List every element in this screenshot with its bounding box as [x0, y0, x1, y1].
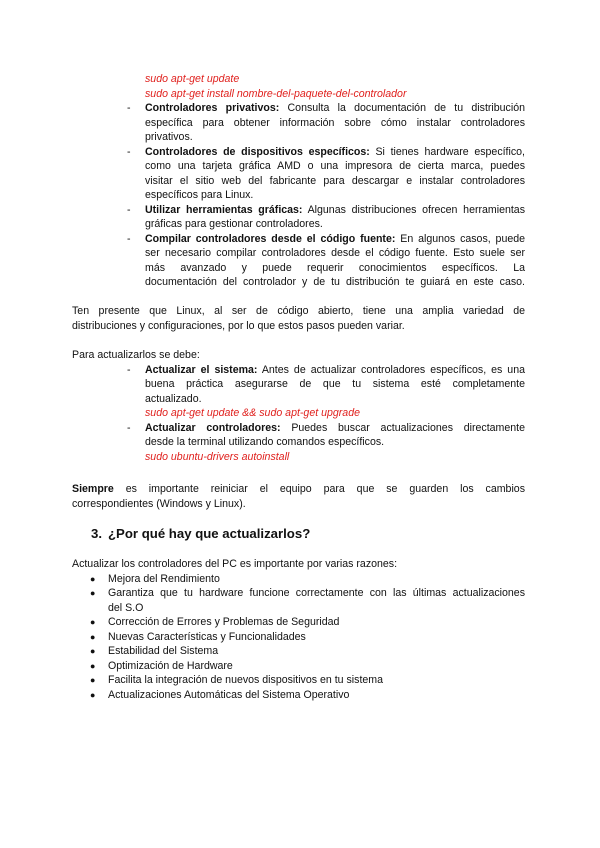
bullet-icon: ●	[90, 573, 96, 584]
section-heading: ¿Por qué hay que actualizarlos?	[108, 526, 311, 541]
bullet-icon: ●	[90, 631, 96, 642]
note-paragraph-line: distribuciones y configuraciones, por lo que estos pasos pueden variar.	[72, 319, 405, 332]
bullet-icon: ●	[90, 660, 96, 671]
reason-item: Nuevas Características y Funcionalidades	[108, 630, 306, 643]
list-item-line: ser necesario compilar controladores desde el código fuente. Esto suele ser	[145, 247, 525, 259]
bullet-icon: ●	[90, 646, 96, 656]
list-item-line: actualizado.	[145, 392, 202, 405]
restart-paragraph-line: Siempre es importante reiniciar el equipo para que se guarden los cambios	[72, 483, 525, 495]
list-item-line: documentación del controlador y de tu distribución te guiará en este caso.	[145, 276, 525, 288]
dash-bullet: -	[127, 232, 131, 245]
list-item-line: visitar el sitio web del fabricante para descargar e instalar controladores	[145, 174, 525, 187]
list-item-line: Controladores de dispositivos específicos: Si tienes hardware específico,	[145, 145, 525, 158]
section-number: 3.	[91, 526, 102, 541]
list-item-line: específica para obtener información sobre cómo instalar controladores	[145, 116, 525, 129]
restart-emphasis: Siempre	[72, 483, 114, 495]
list-item-line: Utilizar herramientas gráficas: Algunas distribuciones ofrecen herramientas	[145, 203, 525, 216]
restart-paragraph-line: correspondientes (Windows y Linux).	[72, 497, 246, 510]
list-item-title: Controladores de dispositivos específicos:	[145, 145, 370, 158]
command-apt-install: sudo apt-get install nombre-del-paquete-del-controlador	[145, 87, 407, 100]
list-item-line: Compilar controladores desde el código fuente: En algunos casos, puede	[145, 232, 526, 245]
update-intro: Para actualizarlos se debe:	[72, 349, 200, 361]
list-item-line: desde la terminal utilizando comandos específicos.	[145, 436, 385, 448]
bullet-icon: ●	[90, 617, 96, 627]
reason-item: Mejora del Rendimiento	[108, 572, 220, 585]
list-item-line: más avanzado y puede requerir conocimientos específicos. La	[145, 261, 525, 274]
dash-bullet: -	[127, 102, 131, 114]
reasons-intro: Actualizar los controladores del PC es importante por varias razones:	[72, 558, 398, 570]
list-item-title: Utilizar herramientas gráficas:	[145, 203, 303, 216]
reason-item: Optimización de Hardware	[108, 659, 233, 672]
command-upgrade: sudo apt-get update && sudo apt-get upgrade	[145, 407, 360, 419]
list-item-title: Controladores privativos:	[145, 102, 280, 114]
reason-item: Corrección de Errores y Problemas de Seguridad	[108, 616, 340, 628]
command-ubuntu-drivers: sudo ubuntu-drivers autoinstall	[145, 450, 290, 463]
list-item-line: Actualizar controladores: Puedes buscar actualizaciones directamente	[145, 421, 525, 434]
reason-item: Facilita la integración de nuevos dispositivos en tu sistema	[108, 674, 383, 686]
list-item-line: como una tarjeta gráfica AMD o una impresora de cierta marca, puedes	[145, 160, 525, 172]
bullet-icon: ●	[90, 675, 96, 685]
dash-bullet: -	[127, 145, 131, 158]
reason-item-continuation: del S.O	[108, 601, 144, 614]
reason-item: Actualizaciones Automáticas del Sistema Operativo	[108, 688, 350, 701]
dash-bullet: -	[127, 203, 131, 216]
list-item-line: privativos.	[145, 131, 193, 143]
bullet-icon: ●	[90, 689, 96, 700]
dash-bullet: -	[127, 363, 131, 376]
list-item-line: Controladores privativos: Consulta la documentación de tu distribución	[145, 102, 525, 114]
list-item-title: Compilar controladores desde el código fuente:	[145, 232, 396, 245]
list-item-title: Actualizar controladores:	[145, 421, 281, 434]
dash-bullet: -	[127, 421, 131, 434]
reason-item: Garantiza que tu hardware funcione correctamente con las últimas actualizaciones	[108, 587, 525, 599]
list-item-title: Actualizar el sistema:	[145, 363, 258, 376]
list-item-line: gráficas para gestionar controladores.	[145, 218, 323, 230]
reason-item: Estabilidad del Sistema	[108, 645, 219, 657]
command-apt-update: sudo apt-get update	[145, 73, 240, 85]
list-item-line: específicos para Linux.	[145, 189, 254, 201]
list-item-line: buena práctica asegurarse de que tu sistema esté completamente	[145, 378, 525, 390]
bullet-icon: ●	[90, 588, 96, 598]
note-paragraph-line: Ten presente que Linux, al ser de código abierto, tiene una amplia variedad de	[72, 305, 525, 317]
list-item-line: Actualizar el sistema: Antes de actualizar controladores específicos, es una	[145, 363, 525, 376]
